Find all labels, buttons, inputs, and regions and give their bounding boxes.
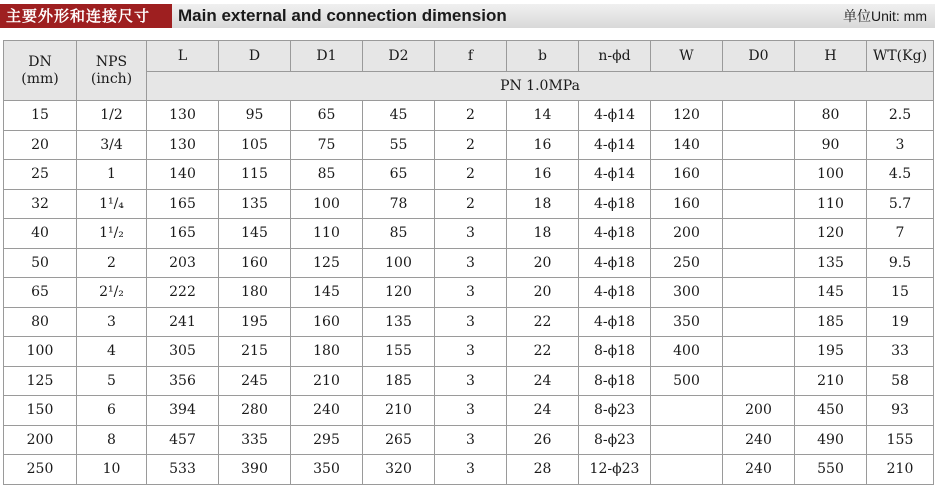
cell-h: 135 — [795, 248, 867, 278]
cell-l: 165 — [147, 219, 219, 249]
title-cn: 主要外形和连接尺寸 — [0, 4, 172, 28]
cell-dn: 50 — [4, 248, 77, 278]
dn-unit: (mm) — [21, 70, 59, 87]
col-header-d0: D0 — [723, 41, 795, 72]
table-row — [4, 130, 934, 160]
cell-h: 490 — [795, 425, 867, 455]
col-header-l: L — [147, 41, 219, 72]
cell-h: 120 — [795, 219, 867, 249]
cell-l: 457 — [147, 425, 219, 455]
cell-bolt-holes: 4-ϕ18 — [579, 307, 651, 337]
cell-f: 3 — [435, 425, 507, 455]
cell-d2: 65 — [363, 160, 435, 190]
cell-weight: 33 — [867, 337, 934, 367]
cell-d0 — [723, 219, 795, 249]
cell-d2: 100 — [363, 248, 435, 278]
cell-d1: 75 — [291, 130, 363, 160]
cell-bolt-holes: 4-ϕ14 — [579, 160, 651, 190]
cell-b: 22 — [507, 337, 579, 367]
cell-l: 356 — [147, 366, 219, 396]
cell-dn: 250 — [4, 455, 77, 485]
dn-label: DN — [28, 53, 52, 70]
cell-b: 28 — [507, 455, 579, 485]
cell-d0 — [723, 337, 795, 367]
cell-w — [651, 396, 723, 426]
cell-d2: 320 — [363, 455, 435, 485]
cell-l: 203 — [147, 248, 219, 278]
cell-f: 2 — [435, 160, 507, 190]
cell-weight: 15 — [867, 278, 934, 308]
cell-d2: 55 — [363, 130, 435, 160]
cell-w: 250 — [651, 248, 723, 278]
table-row — [4, 219, 934, 249]
cell-dn: 65 — [4, 278, 77, 308]
unit-label: 单位Unit: mm — [843, 8, 927, 24]
cell-l: 222 — [147, 278, 219, 308]
cell-f: 2 — [435, 130, 507, 160]
cell-bolt-holes: 4-ϕ18 — [579, 278, 651, 308]
nps-header — [77, 41, 147, 101]
cell-dn: 125 — [4, 366, 77, 396]
cell-weight: 210 — [867, 455, 934, 485]
cell-d: 280 — [219, 396, 291, 426]
cell-b: 26 — [507, 425, 579, 455]
cell-w: 400 — [651, 337, 723, 367]
cell-bolt-holes: 4-ϕ14 — [579, 101, 651, 131]
cell-dn: 100 — [4, 337, 77, 367]
title-en: Main external and connection dimension — [178, 6, 507, 25]
table-row — [4, 337, 934, 367]
table-body — [4, 101, 934, 485]
cell-h: 195 — [795, 337, 867, 367]
dn-header — [4, 41, 77, 101]
col-header-f: f — [435, 41, 507, 72]
col-header-bolt-holes: n-ϕd — [579, 41, 651, 72]
cell-bolt-holes: 4-ϕ18 — [579, 248, 651, 278]
cell-nps: 2¹/₂ — [77, 278, 147, 308]
nps-label: NPS — [95, 53, 128, 70]
cell-d: 160 — [219, 248, 291, 278]
cell-bolt-holes: 8-ϕ18 — [579, 337, 651, 367]
cell-w — [651, 455, 723, 485]
cell-weight: 4.5 — [867, 160, 934, 190]
cell-h: 145 — [795, 278, 867, 308]
cell-l: 140 — [147, 160, 219, 190]
cell-d0: 240 — [723, 455, 795, 485]
cell-d2: 185 — [363, 366, 435, 396]
nps-unit: (inch) — [90, 70, 133, 87]
cell-h: 210 — [795, 366, 867, 396]
cell-b: 16 — [507, 160, 579, 190]
cell-d2: 85 — [363, 219, 435, 249]
cell-bolt-holes: 4-ϕ18 — [579, 189, 651, 219]
cell-dn: 40 — [4, 219, 77, 249]
cell-bolt-holes: 4-ϕ14 — [579, 130, 651, 160]
cell-d: 105 — [219, 130, 291, 160]
cell-l: 241 — [147, 307, 219, 337]
cell-d: 215 — [219, 337, 291, 367]
cell-l: 130 — [147, 130, 219, 160]
table-row — [4, 248, 934, 278]
cell-b: 18 — [507, 189, 579, 219]
cell-d: 95 — [219, 101, 291, 131]
cell-w: 160 — [651, 160, 723, 190]
cell-d: 135 — [219, 189, 291, 219]
cell-d1: 240 — [291, 396, 363, 426]
cell-d1: 85 — [291, 160, 363, 190]
cell-nps: 1¹/₄ — [77, 189, 147, 219]
cell-nps: 5 — [77, 366, 147, 396]
cell-nps: 6 — [77, 396, 147, 426]
table-row — [4, 189, 934, 219]
cell-f: 2 — [435, 101, 507, 131]
cell-h: 80 — [795, 101, 867, 131]
cell-dn: 15 — [4, 101, 77, 131]
cell-weight: 2.5 — [867, 101, 934, 131]
cell-d: 335 — [219, 425, 291, 455]
cell-f: 3 — [435, 278, 507, 308]
cell-nps: 1¹/₂ — [77, 219, 147, 249]
cell-nps: 3/4 — [77, 130, 147, 160]
col-header-h: H — [795, 41, 867, 72]
cell-b: 24 — [507, 396, 579, 426]
cell-b: 20 — [507, 278, 579, 308]
cell-nps: 1/2 — [77, 101, 147, 131]
cell-d2: 120 — [363, 278, 435, 308]
cell-d1: 145 — [291, 278, 363, 308]
header — [0, 0, 935, 32]
cell-f: 3 — [435, 248, 507, 278]
cell-h: 550 — [795, 455, 867, 485]
cell-weight: 93 — [867, 396, 934, 426]
cell-d2: 78 — [363, 189, 435, 219]
cell-d: 195 — [219, 307, 291, 337]
table-row — [4, 101, 934, 131]
cell-w: 350 — [651, 307, 723, 337]
cell-d: 115 — [219, 160, 291, 190]
cell-d0 — [723, 130, 795, 160]
cell-b: 20 — [507, 248, 579, 278]
cell-w: 160 — [651, 189, 723, 219]
cell-f: 3 — [435, 219, 507, 249]
cell-w: 500 — [651, 366, 723, 396]
table-row — [4, 425, 934, 455]
cell-f: 3 — [435, 337, 507, 367]
cell-l: 394 — [147, 396, 219, 426]
cell-dn: 25 — [4, 160, 77, 190]
cell-dn: 150 — [4, 396, 77, 426]
col-header-d2: D2 — [363, 41, 435, 72]
table-row — [4, 396, 934, 426]
cell-d0 — [723, 248, 795, 278]
cell-d1: 350 — [291, 455, 363, 485]
cell-bolt-holes: 12-ϕ23 — [579, 455, 651, 485]
cell-d0 — [723, 189, 795, 219]
cell-d1: 210 — [291, 366, 363, 396]
cell-d1: 125 — [291, 248, 363, 278]
cell-weight: 7 — [867, 219, 934, 249]
cell-b: 22 — [507, 307, 579, 337]
cell-d: 245 — [219, 366, 291, 396]
cell-nps: 10 — [77, 455, 147, 485]
cell-dn: 20 — [4, 130, 77, 160]
cell-bolt-holes: 4-ϕ18 — [579, 219, 651, 249]
cell-h: 185 — [795, 307, 867, 337]
cell-d2: 265 — [363, 425, 435, 455]
cell-d: 390 — [219, 455, 291, 485]
cell-f: 3 — [435, 455, 507, 485]
col-header-d: D — [219, 41, 291, 72]
cell-h: 90 — [795, 130, 867, 160]
cell-b: 14 — [507, 101, 579, 131]
cell-f: 3 — [435, 396, 507, 426]
cell-nps: 4 — [77, 337, 147, 367]
cell-d0 — [723, 366, 795, 396]
cell-h: 110 — [795, 189, 867, 219]
cell-d1: 160 — [291, 307, 363, 337]
cell-d1: 110 — [291, 219, 363, 249]
cell-dn: 32 — [4, 189, 77, 219]
cell-d1: 180 — [291, 337, 363, 367]
cell-d0: 200 — [723, 396, 795, 426]
cell-l: 533 — [147, 455, 219, 485]
cell-h: 450 — [795, 396, 867, 426]
cell-dn: 200 — [4, 425, 77, 455]
cell-d0 — [723, 307, 795, 337]
cell-weight: 5.7 — [867, 189, 934, 219]
cell-w — [651, 425, 723, 455]
cell-nps: 8 — [77, 425, 147, 455]
cell-weight: 58 — [867, 366, 934, 396]
dimension-table — [3, 40, 934, 485]
cell-l: 305 — [147, 337, 219, 367]
cell-w: 200 — [651, 219, 723, 249]
cell-d: 145 — [219, 219, 291, 249]
table-row — [4, 307, 934, 337]
col-header-w: W — [651, 41, 723, 72]
cell-f: 3 — [435, 307, 507, 337]
col-header-weight: WT(Kg) — [867, 41, 934, 72]
cell-bolt-holes: 8-ϕ23 — [579, 396, 651, 426]
cell-weight: 155 — [867, 425, 934, 455]
cell-d2: 155 — [363, 337, 435, 367]
cell-h: 100 — [795, 160, 867, 190]
cell-d1: 100 — [291, 189, 363, 219]
cell-bolt-holes: 8-ϕ18 — [579, 366, 651, 396]
cell-d2: 135 — [363, 307, 435, 337]
cell-d0: 240 — [723, 425, 795, 455]
cell-d0 — [723, 101, 795, 131]
cell-nps: 1 — [77, 160, 147, 190]
cell-d2: 45 — [363, 101, 435, 131]
pressure-rating: PN 1.0MPa — [147, 72, 934, 101]
cell-d0 — [723, 278, 795, 308]
cell-d: 180 — [219, 278, 291, 308]
cell-b: 24 — [507, 366, 579, 396]
cell-nps: 3 — [77, 307, 147, 337]
cell-b: 18 — [507, 219, 579, 249]
cell-d1: 295 — [291, 425, 363, 455]
table-row — [4, 366, 934, 396]
table-row — [4, 455, 934, 485]
cell-l: 165 — [147, 189, 219, 219]
cell-d1: 65 — [291, 101, 363, 131]
cell-bolt-holes: 8-ϕ23 — [579, 425, 651, 455]
cell-b: 16 — [507, 130, 579, 160]
cell-weight: 9.5 — [867, 248, 934, 278]
cell-d2: 210 — [363, 396, 435, 426]
table-row — [4, 160, 934, 190]
cell-weight: 3 — [867, 130, 934, 160]
cell-f: 3 — [435, 366, 507, 396]
cell-w: 300 — [651, 278, 723, 308]
table-row — [4, 278, 934, 308]
cell-d0 — [723, 160, 795, 190]
cell-dn: 80 — [4, 307, 77, 337]
cell-f: 2 — [435, 189, 507, 219]
cell-nps: 2 — [77, 248, 147, 278]
col-header-d1: D1 — [291, 41, 363, 72]
cell-w: 120 — [651, 101, 723, 131]
col-header-b: b — [507, 41, 579, 72]
cell-weight: 19 — [867, 307, 934, 337]
cell-l: 130 — [147, 101, 219, 131]
cell-w: 140 — [651, 130, 723, 160]
